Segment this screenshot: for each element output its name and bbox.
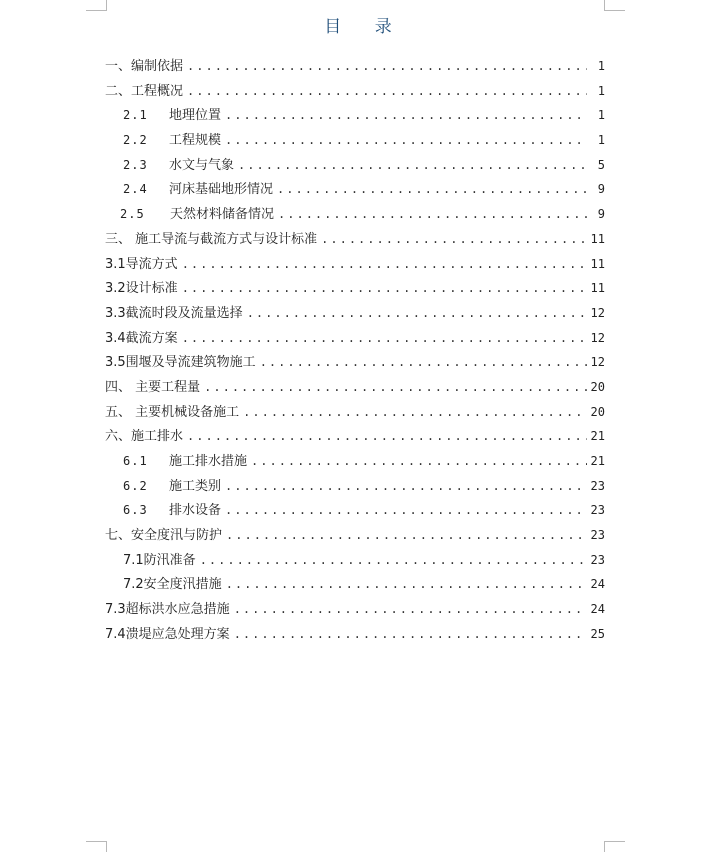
page-corner-mark: [86, 841, 107, 852]
toc-entry-number: 2.5: [120, 207, 145, 222]
toc-page-number: 20: [590, 379, 605, 394]
toc-leader: [277, 177, 587, 202]
toc-page-number: 25: [590, 626, 605, 641]
toc-leader: [225, 103, 587, 128]
toc-entry-label: 排水设备: [169, 503, 222, 519]
toc-page-number: 11: [590, 256, 605, 271]
toc-page-number: 9: [597, 207, 605, 222]
toc-entry[interactable]: [105, 326, 605, 351]
toc-page-number: 12: [590, 355, 605, 370]
toc-entry-label: 工程规模: [169, 133, 222, 149]
toc-page-number: 11: [590, 281, 605, 296]
table-of-contents: [105, 54, 605, 647]
toc-entry-label: 五、 主要机械设备施工: [105, 404, 240, 420]
toc-entry-label: 3.3截流时段及流量选择: [105, 305, 243, 321]
toc-page-number: 23: [590, 552, 605, 567]
toc-entry[interactable]: [105, 548, 605, 573]
toc-entry[interactable]: [105, 54, 605, 79]
toc-page-number: 1: [597, 133, 605, 148]
toc-leader: [187, 424, 587, 449]
page-corner-mark: [604, 841, 625, 852]
page-corner-mark: [604, 0, 625, 11]
toc-entry[interactable]: [105, 103, 605, 128]
toc-leader: [243, 400, 586, 425]
toc-entry-label: 7.2安全度汛措施: [123, 577, 222, 593]
toc-leader: [234, 597, 587, 622]
toc-page-number: 1: [597, 108, 605, 123]
toc-entry-label: 3.2设计标准: [105, 281, 178, 297]
toc-entry[interactable]: [105, 474, 605, 499]
toc-leader: [247, 301, 587, 326]
toc-entry-label: 一、编制依据: [105, 59, 184, 74]
toc-leader: [187, 54, 587, 79]
toc-entry-number: 6.2: [123, 478, 148, 493]
toc-leader: [225, 128, 587, 153]
toc-page-number: 12: [590, 330, 605, 345]
toc-leader: [182, 252, 587, 277]
toc-entry-label: 地理位置: [169, 108, 222, 124]
toc-entry-label: 七、安全度汛与防护: [105, 528, 223, 544]
toc-leader: [200, 548, 587, 573]
toc-entry[interactable]: [105, 400, 605, 425]
toc-page-number: 23: [590, 503, 605, 518]
toc-page-number: 21: [590, 454, 605, 468]
page-title: 目 录: [324, 17, 406, 37]
toc-leader: [187, 79, 587, 104]
toc-entry[interactable]: [105, 177, 605, 202]
toc-leader: [234, 622, 587, 647]
toc-entry[interactable]: [105, 128, 605, 153]
toc-entry-label: 三、 施工导流与截流方式与设计标准: [105, 231, 318, 247]
toc-entry-number: 2.4: [123, 182, 148, 197]
toc-entry[interactable]: [105, 622, 605, 647]
toc-page-number: 12: [590, 305, 605, 320]
page-corner-mark: [86, 0, 107, 11]
toc-entry[interactable]: [105, 572, 605, 597]
toc-leader: [238, 153, 587, 178]
toc-entry[interactable]: [105, 449, 605, 474]
toc-entry-label: 7.3超标洪水应急措施: [105, 602, 230, 618]
toc-entry[interactable]: [105, 276, 605, 301]
toc-page-number: 11: [590, 231, 605, 246]
toc-page-number: 9: [597, 182, 605, 197]
toc-entry[interactable]: [105, 79, 605, 104]
toc-page-number: 21: [590, 429, 605, 444]
toc-page-number: 23: [590, 478, 605, 493]
toc-entry-number: 6.3: [123, 503, 148, 518]
toc-entry-label: 3.5围堰及导流建筑物施工: [105, 355, 256, 371]
toc-entry-label: 水文与气象: [169, 157, 235, 173]
toc-leader: [225, 474, 587, 499]
toc-leader: [226, 572, 587, 597]
toc-entry[interactable]: [105, 375, 605, 400]
toc-entry-label: 河床基础地形情况: [169, 182, 274, 198]
toc-page-number: 1: [597, 59, 605, 73]
toc-leader: [225, 498, 587, 523]
toc-entry-label: 7.4溃堤应急处理方案: [105, 626, 230, 642]
toc-page-number: 24: [590, 577, 605, 592]
toc-leader: [226, 523, 587, 548]
toc-entry-number: 6.1: [123, 454, 148, 468]
toc-page-number: 23: [590, 528, 605, 543]
toc-leader: [251, 449, 587, 474]
toc-entry[interactable]: [105, 350, 605, 375]
toc-page-number: 20: [590, 404, 605, 419]
toc-entry-number: 2.2: [123, 133, 148, 148]
toc-entry-label: 施工类别: [169, 478, 222, 494]
toc-leader: [182, 276, 587, 301]
toc-entry-label: 施工排水措施: [169, 454, 248, 469]
toc-entry-label: 六、施工排水: [105, 429, 184, 445]
toc-entry-label: 四、 主要工程量: [105, 379, 201, 395]
toc-entry-label: 7.1防汛准备: [123, 552, 196, 568]
toc-entry-number: 2.3: [123, 157, 148, 172]
toc-entry[interactable]: [105, 498, 605, 523]
toc-page-number: 1: [597, 83, 605, 98]
toc-entry-number: 2.1: [123, 108, 148, 123]
toc-entry[interactable]: [105, 597, 605, 622]
toc-entry-label: 天然材料储备情况: [170, 207, 275, 223]
toc-leader: [182, 326, 587, 351]
toc-entry[interactable]: [105, 523, 605, 548]
toc-leader: [278, 202, 587, 227]
toc-leader: [321, 227, 586, 252]
toc-entry[interactable]: [105, 153, 605, 178]
toc-entry-label: 二、工程概况: [105, 83, 184, 99]
toc-leader: [260, 350, 587, 375]
toc-entry[interactable]: [105, 227, 605, 252]
toc-entry[interactable]: [105, 301, 605, 326]
toc-page-number: 24: [590, 602, 605, 617]
toc-entry-label: 3.4截流方案: [105, 330, 178, 346]
toc-entry-label: 3.1导流方式: [105, 256, 178, 272]
toc-entry[interactable]: [105, 202, 605, 227]
toc-page-number: 5: [597, 157, 605, 172]
toc-entry[interactable]: [105, 424, 605, 449]
toc-leader: [204, 375, 586, 400]
toc-entry[interactable]: [105, 252, 605, 277]
